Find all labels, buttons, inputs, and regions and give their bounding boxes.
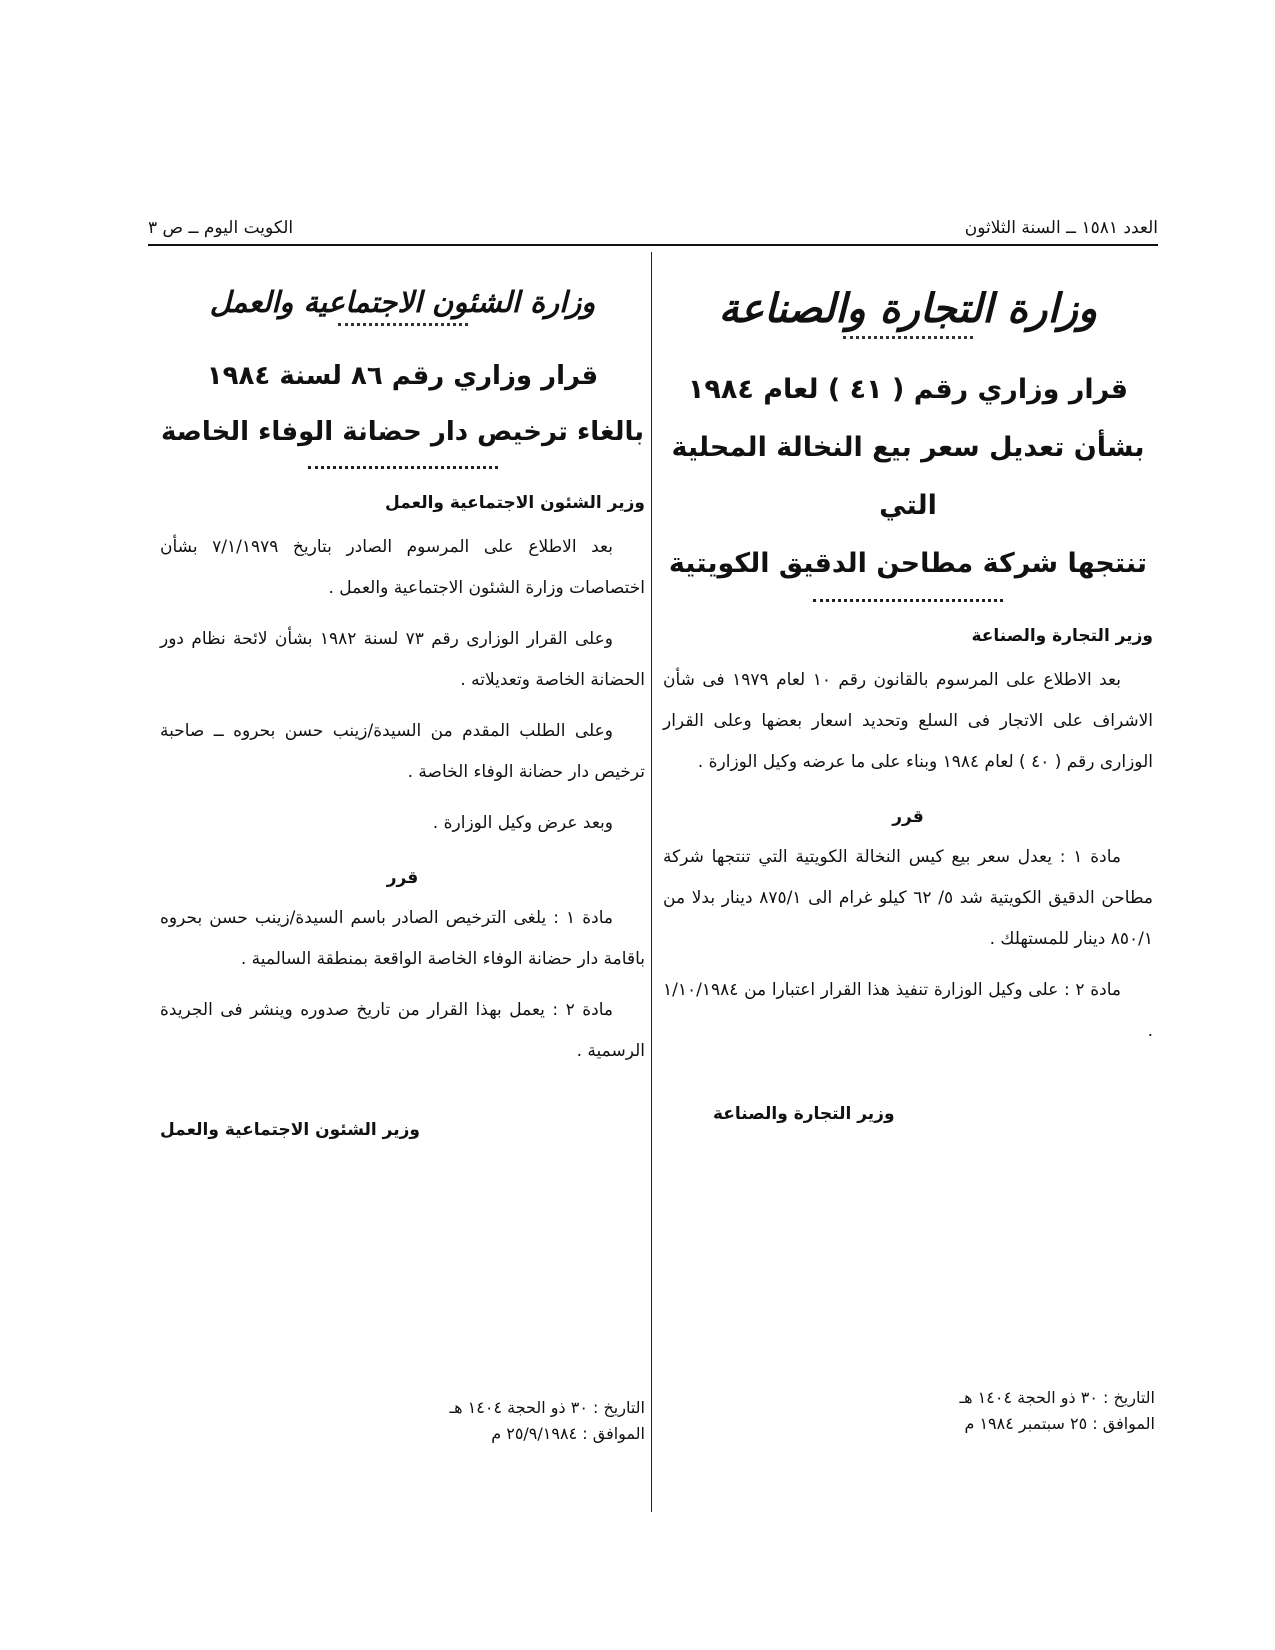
- preamble-paragraph: بعد الاطلاع على المرسوم الصادر بتاريخ ٧/١/١٩٧٩ بشأن اختصاصات وزارة الشئون الاجتماعية والعمل .: [160, 537, 645, 598]
- decision-title-line: بالغاء ترخيص دار حضانة الوفاء الخاصة: [160, 417, 645, 447]
- hijri-date: التاريخ : ٣٠ ذو الحجة ١٤٠٤ هـ: [449, 1398, 645, 1417]
- hijri-date: التاريخ : ٣٠ ذو الحجة ١٤٠٤ هـ: [959, 1388, 1155, 1407]
- preamble-paragraph: وعلى القرار الوزارى رقم ٧٣ لسنة ١٩٨٢ بشأن لائحة نظام دور الحضانة الخاصة وتعديلاته .: [160, 629, 645, 690]
- preamble-paragraph: بعد الاطلاع على المرسوم بالقانون رقم ١٠ لعام ١٩٧٩ فى شأن الاشراف على الاتجار فى السلع وتحديد اسعار بعضها وعلى القرار الوزارى رقم ( ٤٠ ) لعام ١٩٨٤ وبناء على ما عرضه وكيل الوزارة .: [663, 670, 1153, 772]
- decision-title-line: قرار وزاري رقم ٨٦ لسنة ١٩٨٤: [206, 361, 599, 391]
- decision-title-line: بشأن تعديل سعر بيع النخالة المحلية التي: [671, 432, 1145, 521]
- issue-number: العدد ١٥٨١ ــ السنة الثلاثون: [964, 218, 1158, 238]
- gregorian-date: الموافق : ٢٥/٩/١٩٨٤ م: [491, 1424, 645, 1443]
- ornament-divider: [338, 323, 468, 326]
- decision-title-line: تنتجها شركة مطاحن الدقيق الكويتية: [668, 548, 1148, 579]
- commerce-decision-dates: [860, 1385, 1155, 1437]
- article-1: مادة ١ : يلغى الترخيص الصادر باسم السيدة/زينب حسن بحروه باقامة دار حضانة الوفاء الخاصة الواقعة بمنطقة السالمية .: [160, 908, 645, 969]
- minister-heading: وزير الشئون الاجتماعية والعمل: [385, 493, 645, 513]
- ministry-heading: وزارة الشئون الاجتماعية والعمل: [209, 285, 596, 319]
- column-divider: [651, 252, 652, 1512]
- preamble-paragraph: وبعد عرض وكيل الوزارة .: [432, 813, 613, 833]
- decided-heading: قرر: [892, 807, 924, 827]
- title-divider: [308, 466, 498, 469]
- social-affairs-decision-dates: [355, 1395, 645, 1447]
- decision-title-line: قرار وزاري رقم ( ٤١ ) لعام ١٩٨٤: [687, 374, 1129, 405]
- article-2: مادة ٢ : يعمل بهذا القرار من تاريخ صدوره وينشر فى الجريدة الرسمية .: [160, 1000, 645, 1061]
- article-2: مادة ٢ : على وكيل الوزارة تنفيذ هذا القرار اعتبارا من ١/١٠/١٩٨٤ .: [663, 980, 1153, 1041]
- preamble-paragraph: وعلى الطلب المقدم من السيدة/زينب حسن بحروه ــ صاحبة ترخيص دار حضانة الوفاء الخاصة .: [160, 721, 645, 782]
- gregorian-date: الموافق : ٢٥ سبتمبر ١٩٨٤ م: [964, 1414, 1155, 1433]
- ornament-divider: [843, 336, 973, 339]
- ministry-heading: وزارة التجارة والصناعة: [718, 285, 1098, 332]
- minister-heading: وزير التجارة والصناعة: [971, 626, 1153, 646]
- publication-page: الكويت اليوم ــ ص ٣: [148, 218, 294, 238]
- commerce-decision-column: [663, 285, 1153, 1124]
- minister-signature: وزير الشئون الاجتماعية والعمل: [160, 1120, 420, 1140]
- minister-signature: وزير التجارة والصناعة: [713, 1104, 895, 1124]
- article-1: مادة ١ : يعدل سعر بيع كيس النخالة الكويتية التي تنتجها شركة مطاحن الدقيق الكويتية شد ٥/ ٦٢ كيلو غرام الى ٨٧٥/١ دينار بدلا من ٨٥٠/١ دينار للمستهلك .: [663, 847, 1153, 949]
- header-rule: [148, 244, 1158, 246]
- social-affairs-decision-column: [160, 285, 645, 1140]
- decided-heading: قرر: [386, 868, 419, 888]
- title-divider: [813, 599, 1003, 602]
